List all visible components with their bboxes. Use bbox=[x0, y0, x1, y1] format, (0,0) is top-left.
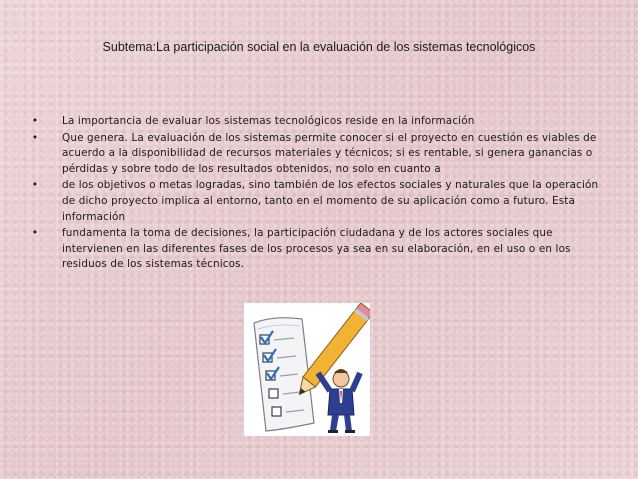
bullet-text: fundamenta la toma de decisiones, la participación ciudadana y de los actores sociales que intervienen en las diferentes fases de los procesos ya sea en su elaboración, en el uso o en los residuos de los sistemas técnicos. bbox=[62, 227, 571, 271]
bullet-item bbox=[30, 114, 600, 130]
bullet-marker: • bbox=[31, 131, 39, 144]
bullet-text: La importancia de evaluar los sistemas tecnológicos reside en la información bbox=[62, 115, 475, 127]
bullet-text: Que genera. La evaluación de los sistemas permite conocer si el proyecto en cuestión es viables de acuerdo a la disponibilidad de recursos materiales y técnicos; si es rentable, si genera ganancias o pérdidas y sobre todo de los resultados obtenidos, no solo en cuanto a bbox=[62, 131, 597, 175]
bullet-marker: • bbox=[31, 227, 39, 240]
bullet-item bbox=[30, 226, 600, 273]
bullet-item bbox=[30, 131, 600, 178]
slide-title: Subtema:La participación social en la evaluación de los sistemas tecnológicos bbox=[102, 40, 536, 54]
bullet-marker: • bbox=[31, 115, 39, 127]
bullet-text: de los objetivos o metas logradas, sino también de los efectos sociales y naturales que la operación de dicho proyecto implica al entorno, tanto en el momento de su aplicación como a futuro. Esta información bbox=[62, 179, 599, 223]
checklist-pencil-illustration bbox=[244, 303, 370, 436]
checklist-pencil-icon bbox=[244, 303, 370, 436]
bullet-item bbox=[30, 178, 600, 225]
bullet-list bbox=[30, 114, 600, 274]
bullet-marker: • bbox=[31, 179, 39, 192]
